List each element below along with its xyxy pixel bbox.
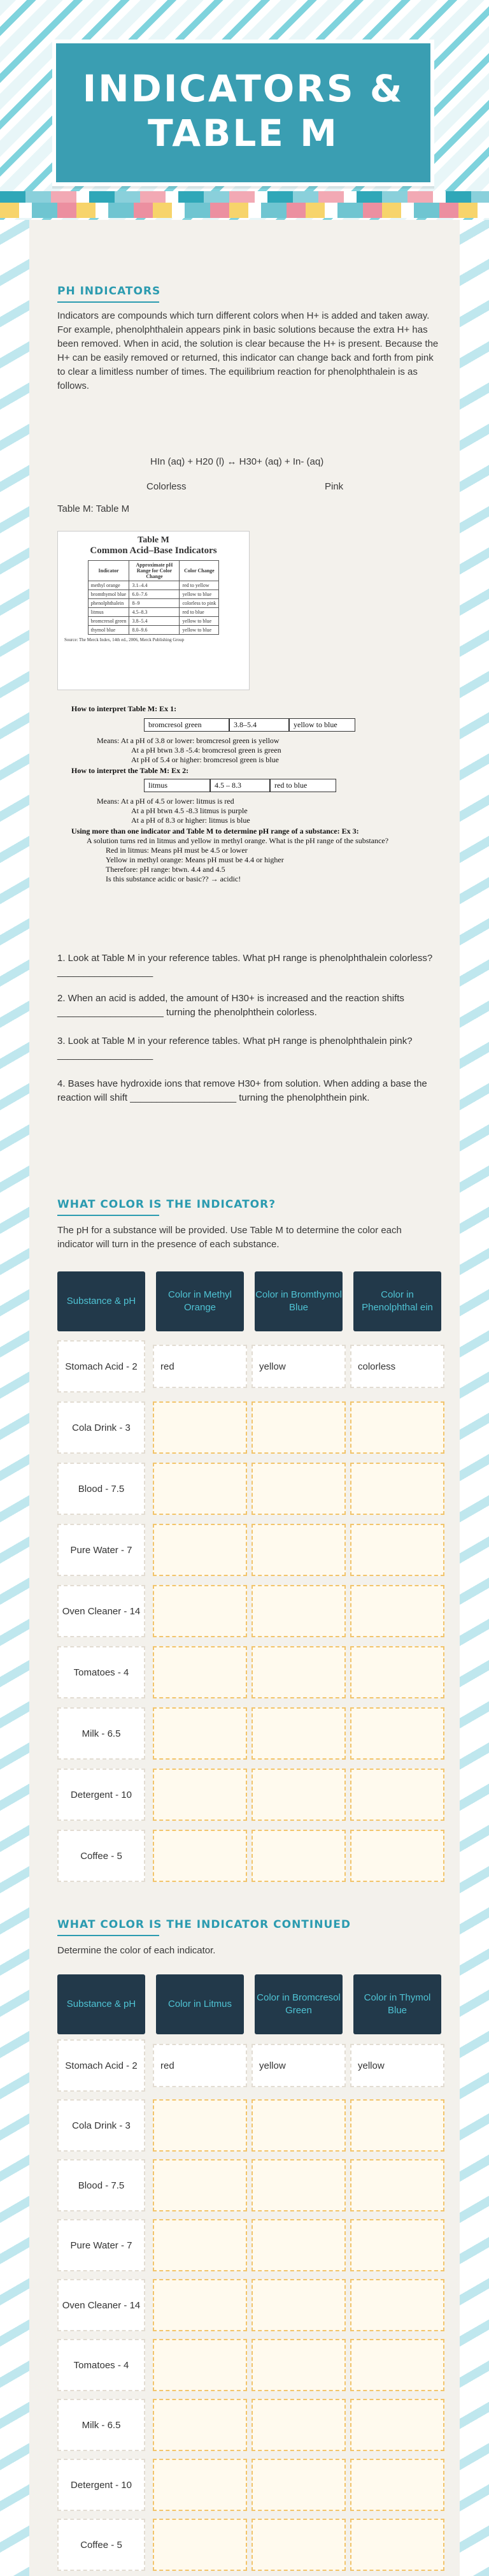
section-heading-indicator-color: WHAT COLOR IS THE INDICATOR? bbox=[57, 1198, 276, 1211]
bunting-decoration-2 bbox=[0, 203, 489, 218]
answer-field[interactable] bbox=[252, 2519, 346, 2571]
cell: phenolphthalein bbox=[88, 599, 129, 608]
answer-field[interactable] bbox=[350, 2519, 444, 2571]
col-header: Substance & pH bbox=[57, 1271, 145, 1331]
col-header: Color in Thymol Blue bbox=[353, 1974, 441, 2034]
answer-field[interactable] bbox=[252, 2459, 346, 2511]
substance-label: Pure Water - 7 bbox=[57, 2219, 145, 2271]
table-m-title: Table M bbox=[138, 535, 169, 545]
substance-label: Detergent - 10 bbox=[57, 1769, 145, 1821]
substance-label: Detergent - 10 bbox=[57, 2459, 145, 2511]
ex3-clue-2: Yellow in methyl orange: Means pH must be 4.4 or higher bbox=[106, 855, 284, 864]
col-header: Color in Methyl Orange bbox=[156, 1271, 244, 1331]
substance-label: Cola Drink - 3 bbox=[57, 2099, 145, 2152]
table-row bbox=[88, 581, 219, 590]
answer-field[interactable] bbox=[350, 2399, 444, 2451]
cell: bromthymol blue bbox=[88, 590, 129, 599]
answer-field[interactable] bbox=[252, 1401, 346, 1454]
table-m-source: Source: The Merck Index, 14th ed., 2006, Merck Publishing Group bbox=[64, 637, 185, 642]
answer-field[interactable] bbox=[350, 1401, 444, 1454]
ex3-clue-3: Therefore: pH range: btwn. 4.4 and 4.5 bbox=[106, 865, 225, 874]
cell: 6.0–7.6 bbox=[129, 590, 180, 599]
substance-label: Blood - 7.5 bbox=[57, 1463, 145, 1515]
ex1-cell-indicator: bromcresol green bbox=[144, 718, 229, 732]
answer-field[interactable] bbox=[252, 2099, 346, 2152]
table-m bbox=[88, 560, 220, 635]
table-m-header: Indicator bbox=[88, 561, 129, 581]
title-card bbox=[52, 40, 434, 186]
answer-field[interactable] bbox=[350, 2099, 444, 2152]
answer-field[interactable] bbox=[252, 1524, 346, 1576]
answer-field[interactable] bbox=[153, 1524, 247, 1576]
question-1: 1. Look at Table M in your reference tables. What pH range is phenolphthalein colorless? __________________ bbox=[57, 953, 433, 978]
answer-field[interactable] bbox=[252, 2339, 346, 2391]
answer-field[interactable] bbox=[252, 2159, 346, 2211]
substance-label: Coffee - 5 bbox=[57, 1830, 145, 1882]
col-header: Color in Bromthymol Blue bbox=[255, 1271, 343, 1331]
substance-label: Blood - 7.5 bbox=[57, 2159, 145, 2211]
answer-field[interactable] bbox=[252, 1585, 346, 1637]
ex3-heading: Using more than one indicator and Table M to determine pH range of a substance: Ex 3: bbox=[71, 827, 359, 836]
cell: methyl orange bbox=[88, 581, 129, 590]
answer-field[interactable] bbox=[252, 1769, 346, 1821]
section2-intro: The pH for a substance will be provided. Use Table M to determine the color each indicator will turn in the presence of each substance. bbox=[57, 1225, 402, 1250]
substance-label: Stomach Acid - 2 bbox=[57, 1340, 145, 1393]
cell: 3.1–4.4 bbox=[129, 581, 180, 590]
answer-field[interactable] bbox=[252, 1646, 346, 1698]
answer-field[interactable]: yellow bbox=[350, 2044, 444, 2087]
question-2: 2. When an acid is added, the amount of H30+ is increased and the reaction shifts ____________________ turning the phenolphthein colorless. bbox=[57, 993, 404, 1018]
answer-field[interactable] bbox=[153, 1463, 247, 1515]
intro-paragraph: Indicators are compounds which turn different colors when H+ is added and taken away. For example, phenolphthalein appears pink in basic solutions because the extra H+ has been removed. When in acid, the solution is clear because the H+ is present. Because the H+ can be easily removed or returned, this indicator can change back and forth from pink to clear a limitless number of times. The equilibrium reaction for phenolphthalein is as follows. bbox=[57, 310, 439, 391]
answer-field[interactable] bbox=[350, 1524, 444, 1576]
answer-field[interactable] bbox=[153, 1646, 247, 1698]
col-header: Color in Bromcresol Green bbox=[255, 1974, 343, 2034]
answer-field[interactable] bbox=[153, 1830, 247, 1882]
answer-field[interactable] bbox=[350, 1585, 444, 1637]
ex2-cell-color: red to blue bbox=[270, 779, 336, 792]
ex3-clue-1: Red in litmus: Means pH must be 4.5 or lower bbox=[106, 846, 248, 855]
cell: 8–9 bbox=[129, 599, 180, 608]
section3-intro: Determine the color of each indicator. bbox=[57, 1945, 216, 1956]
ex2-means-1: Means: At a pH of 4.5 or lower: litmus is red bbox=[97, 797, 234, 806]
ex3-clue-4: Is this substance acidic or basic?? → acidic! bbox=[106, 874, 241, 883]
answer-field[interactable] bbox=[350, 1830, 444, 1882]
cell: thymol blue bbox=[88, 626, 129, 635]
cell: 8.0–9.6 bbox=[129, 626, 180, 635]
table-m-header: Color Change bbox=[180, 561, 219, 581]
answer-field[interactable] bbox=[350, 1646, 444, 1698]
ex1-means-1: Means: At a pH of 3.8 or lower: bromcresol green is yellow bbox=[97, 736, 280, 745]
question-3: 3. Look at Table M in your reference tables. What pH range is phenolphthalein pink? __________________ bbox=[57, 1036, 413, 1060]
table-label: Table M: Table M bbox=[57, 503, 130, 514]
pink-label: Pink bbox=[325, 481, 344, 492]
answer-field[interactable]: colorless bbox=[350, 1345, 444, 1388]
answer-field[interactable] bbox=[350, 1769, 444, 1821]
table-row bbox=[88, 599, 219, 608]
answer-field[interactable] bbox=[350, 2339, 444, 2391]
ex2-means-2: At a pH btwn 4.5 -8.3 litmus is purple bbox=[131, 806, 248, 815]
answer-field[interactable]: red bbox=[153, 2044, 247, 2087]
ex1-heading: How to interpret Table M: Ex 1: bbox=[71, 704, 177, 713]
cell: red to yellow bbox=[180, 581, 219, 590]
ex1-cell-range: 3.8–5.4 bbox=[229, 718, 289, 732]
table-m-header: Approximate pH Range for Color Change bbox=[129, 561, 180, 581]
header-banner bbox=[0, 0, 489, 220]
answer-field[interactable] bbox=[252, 1463, 346, 1515]
section-heading-ph-indicators: PH INDICATORS bbox=[57, 285, 161, 298]
answer-field[interactable] bbox=[350, 2219, 444, 2271]
answer-field[interactable] bbox=[350, 2279, 444, 2331]
answer-field[interactable] bbox=[153, 2399, 247, 2451]
answer-field[interactable]: yellow bbox=[252, 2044, 346, 2087]
substance-label: Tomatoes - 4 bbox=[57, 1646, 145, 1698]
cell: red to blue bbox=[180, 608, 219, 617]
cell: yellow to blue bbox=[180, 617, 219, 626]
substance-label: Oven Cleaner - 14 bbox=[57, 2279, 145, 2331]
colorless-label: Colorless bbox=[146, 481, 187, 492]
section-heading-continued: WHAT COLOR IS THE INDICATOR CONTINUED bbox=[57, 1918, 351, 1931]
answer-field[interactable] bbox=[153, 2219, 247, 2271]
substance-label: Oven Cleaner - 14 bbox=[57, 1585, 145, 1637]
answer-field[interactable] bbox=[350, 2159, 444, 2211]
cell: colorless to pink bbox=[180, 599, 219, 608]
answer-field[interactable] bbox=[252, 2399, 346, 2451]
answer-field[interactable] bbox=[153, 1769, 247, 1821]
table-row bbox=[88, 590, 219, 599]
substance-label: Pure Water - 7 bbox=[57, 1524, 145, 1576]
cell: bromcresol green bbox=[88, 617, 129, 626]
answer-field[interactable] bbox=[252, 1707, 346, 1760]
table-row bbox=[88, 626, 219, 635]
table-m-subtitle: Common Acid–Base Indicators bbox=[90, 546, 217, 556]
table-row bbox=[88, 608, 219, 617]
question-4: 4. Bases have hydroxide ions that remove H30+ from solution. When adding a base the reaction will shift ____________________ turning the phenolphthein pink. bbox=[57, 1078, 427, 1103]
answer-field[interactable] bbox=[153, 2099, 247, 2152]
answer-field[interactable] bbox=[153, 1401, 247, 1454]
cell: 3.8–5.4 bbox=[129, 617, 180, 626]
ex1-means-2: At a pH btwn 3.8 -5.4: bromcresol green is green bbox=[131, 746, 281, 755]
answer-field[interactable] bbox=[153, 1585, 247, 1637]
cell: litmus bbox=[88, 608, 129, 617]
substance-label: Tomatoes - 4 bbox=[57, 2339, 145, 2391]
substance-label: Stomach Acid - 2 bbox=[57, 2039, 145, 2092]
answer-field[interactable] bbox=[252, 2219, 346, 2271]
col-header: Color in Litmus bbox=[156, 1974, 244, 2034]
answer-field[interactable] bbox=[153, 2339, 247, 2391]
answer-field[interactable] bbox=[252, 2279, 346, 2331]
substance-label: Cola Drink - 3 bbox=[57, 1401, 145, 1454]
substance-label: Milk - 6.5 bbox=[57, 2399, 145, 2451]
page-title: INDICATORS & TABLE M bbox=[82, 67, 404, 155]
answer-field[interactable] bbox=[252, 1830, 346, 1882]
ex2-means-3: At a pH of 8.3 or higher: litmus is blue bbox=[131, 816, 250, 825]
answer-field[interactable]: red bbox=[153, 1345, 247, 1388]
answer-field[interactable] bbox=[350, 1707, 444, 1760]
answer-field[interactable]: yellow bbox=[252, 1345, 346, 1388]
answer-field[interactable] bbox=[153, 1707, 247, 1760]
cell: 4.5–8.3 bbox=[129, 608, 180, 617]
col-header: Substance & pH bbox=[57, 1974, 145, 2034]
right-border-pattern bbox=[460, 220, 489, 2576]
ex2-cell-indicator: litmus bbox=[144, 779, 210, 792]
substance-label: Coffee - 5 bbox=[57, 2519, 145, 2571]
ex3-question: A solution turns red in litmus and yellow in methyl orange. What is the pH range of the substance? bbox=[87, 836, 389, 845]
answer-field[interactable] bbox=[153, 2279, 247, 2331]
equation: HIn (aq) + H20 (l) ↔ H30+ (aq) + In- (aq) bbox=[150, 456, 324, 467]
answer-field[interactable] bbox=[350, 1463, 444, 1515]
answer-field[interactable] bbox=[350, 2459, 444, 2511]
table-m-image bbox=[57, 531, 250, 690]
answer-field[interactable] bbox=[153, 2159, 247, 2211]
ex2-cell-range: 4.5 – 8.3 bbox=[210, 779, 270, 792]
cell: yellow to blue bbox=[180, 590, 219, 599]
answer-field[interactable] bbox=[153, 2459, 247, 2511]
table-row bbox=[88, 617, 219, 626]
ex1-cell-color: yellow to blue bbox=[289, 718, 355, 732]
col-header: Color in Phenolphthal ein bbox=[353, 1271, 441, 1331]
left-border-pattern bbox=[0, 220, 29, 2576]
cell: yellow to blue bbox=[180, 626, 219, 635]
ex1-means-3: At pH of 5.4 or higher: bromcresol green is blue bbox=[131, 755, 279, 764]
ex2-heading: How to interpret the Table M: Ex 2: bbox=[71, 766, 189, 775]
answer-field[interactable] bbox=[153, 2519, 247, 2571]
substance-label: Milk - 6.5 bbox=[57, 1707, 145, 1760]
